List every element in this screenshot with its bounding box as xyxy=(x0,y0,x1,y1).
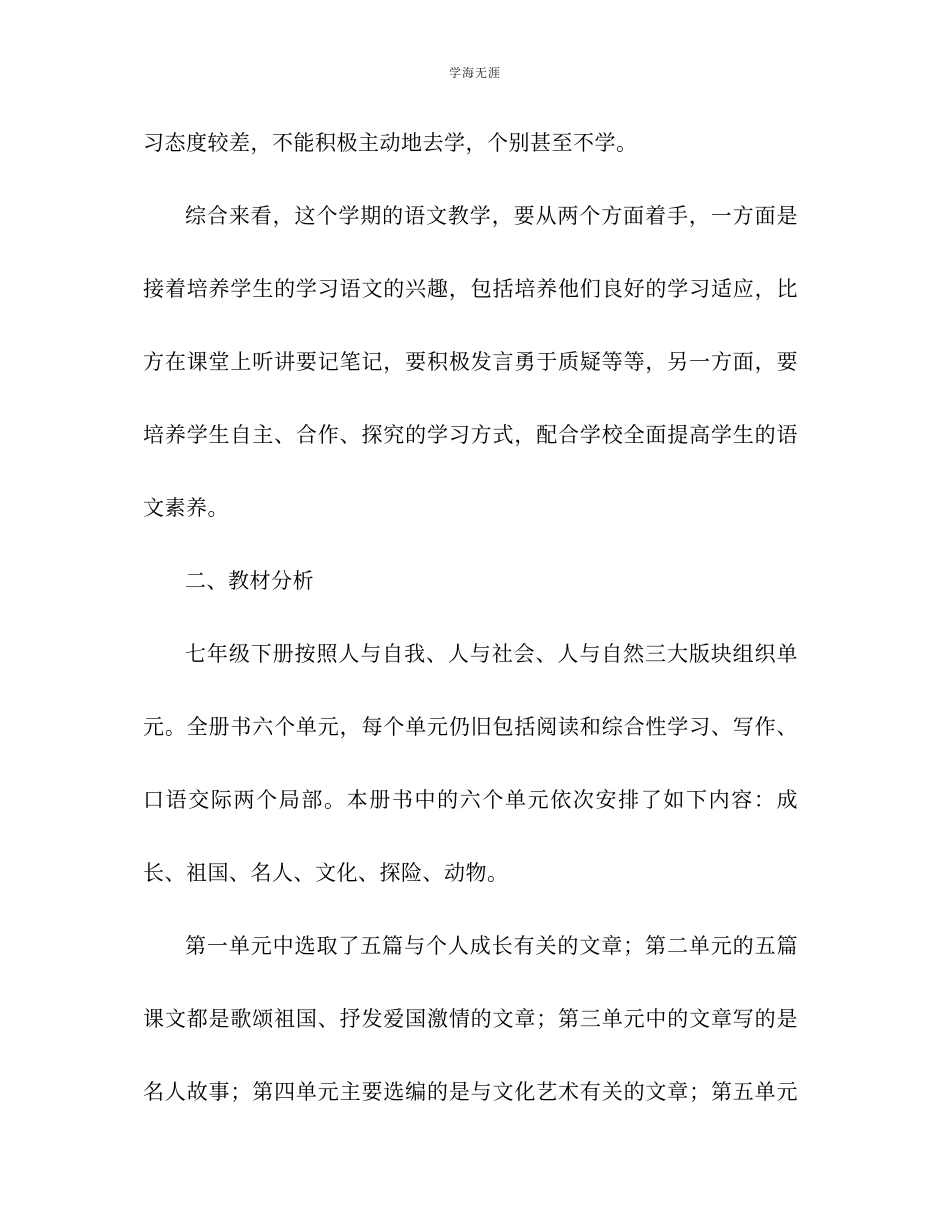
text-line: 接着培养学生的学习语文的兴趣，包括培养他们良好的学习适应，比 xyxy=(143,277,798,301)
text-line: 文素养。 xyxy=(143,496,229,520)
section-heading: 二、教材分析 xyxy=(185,569,314,593)
page-header: 学海无涯 xyxy=(448,66,501,80)
text-line: 口语交际两个局部。本册书中的六个单元依次安排了如下内容：成 xyxy=(143,788,798,812)
text-line: 培养学生自主、合作、探究的学习方式，配合学校全面提高学生的语 xyxy=(143,423,798,447)
text-line: 元。全册书六个单元，每个单元仍旧包括阅读和综合性学习、写作、 xyxy=(143,715,798,739)
text-line: 第一单元中选取了五篇与个人成长有关的文章；第二单元的五篇 xyxy=(185,934,798,958)
text-line: 综合来看，这个学期的语文教学，要从两个方面着手，一方面是 xyxy=(185,204,798,228)
text-line: 长、祖国、名人、文化、探险、动物。 xyxy=(143,861,509,885)
text-line: 习态度较差，不能积极主动地去学，个别甚至不学。 xyxy=(143,131,638,155)
text-line: 七年级下册按照人与自我、人与社会、人与自然三大版块组织单 xyxy=(185,642,798,666)
text-line: 名人故事；第四单元主要选编的是与文化艺术有关的文章；第五单元 xyxy=(143,1080,798,1104)
text-line: 课文都是歌颂祖国、抒发爱国激情的文章；第三单元中的文章写的是 xyxy=(143,1007,798,1031)
text-line: 方在课堂上听讲要记笔记，要积极发言勇于质疑等等，另一方面，要 xyxy=(143,350,798,374)
